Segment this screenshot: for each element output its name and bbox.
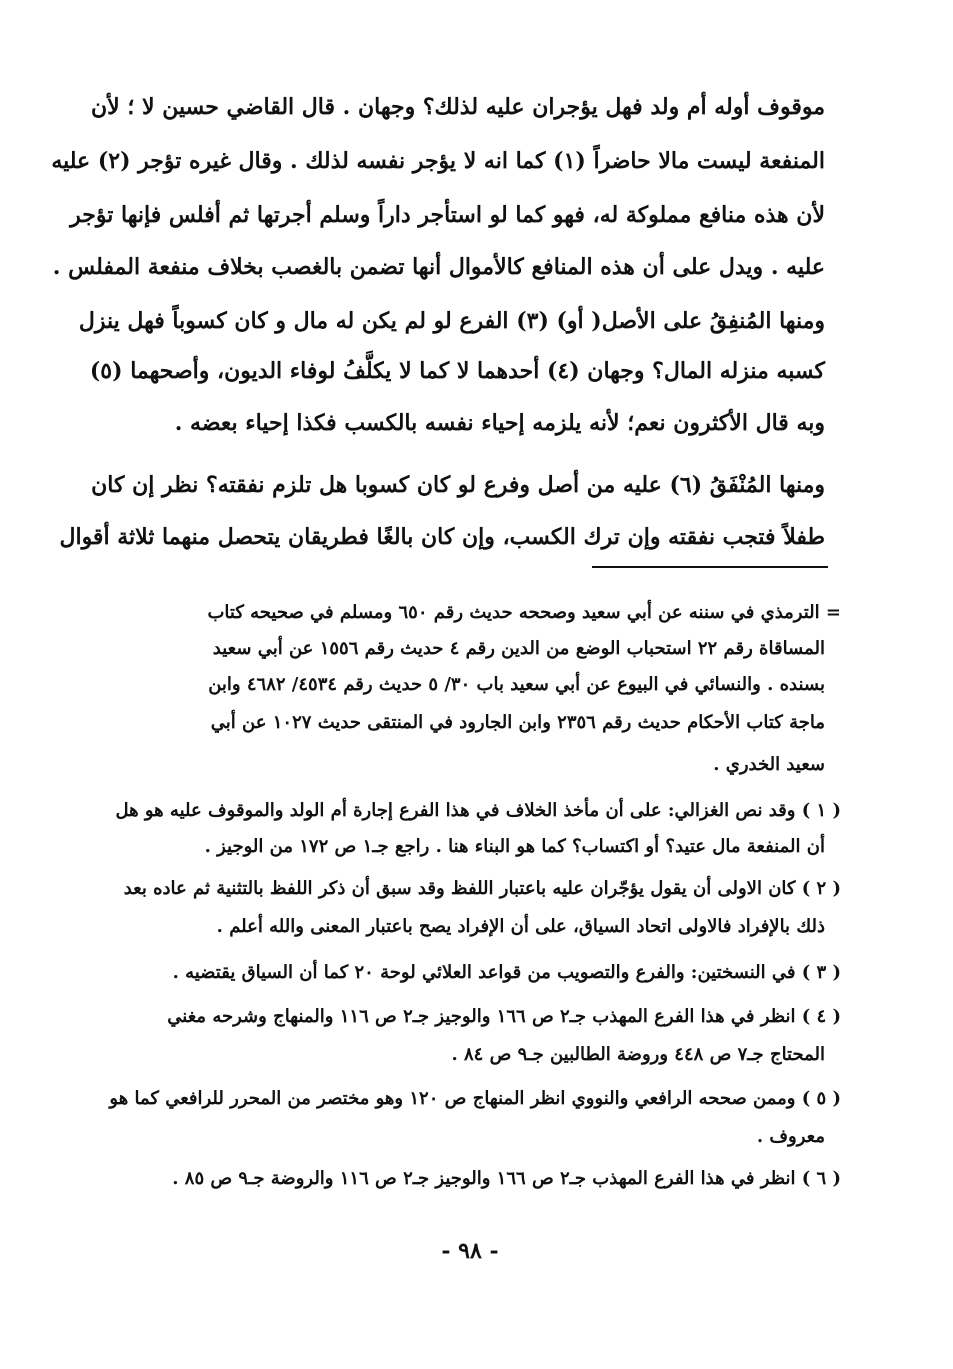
body-line: طفلاً فتجب نفقته وإن ترك الكسب، وإن كان بالغًا فطريقان يتحصل منهما ثلاثة أقوال xyxy=(59,524,825,550)
footnote-continuation-line: بسنده . والنسائي في البيوع عن أبي سعيد باب ٣٠/ ٥ حديث رقم ٤٥٣٤/ ٤٦٨٢ وابن xyxy=(208,674,825,695)
footnote-continuation-line: ماجة كتاب الأحكام حديث رقم ٢٣٥٦ وابن الجارود في المنتقى حديث ١٠٢٧ عن أبي xyxy=(210,712,825,733)
footnote-3: ( ٣ ) في النسختين: والفرع والتصويب من قواعد العلائي لوحة ٢٠ كما أن السياق يقتضيه . xyxy=(172,962,841,983)
body-line: موقوف أوله أم ولد فهل يؤجران عليه لذلك؟ وجهان . قال القاضي حسين لا ؛ لأن xyxy=(90,94,825,120)
footnote-1-continued: أن المنفعة مال عتيد؟ أو اكتساب؟ كما هو البناء هنا . راجع جـ١ ص ١٧٢ من الوجيز . xyxy=(204,836,825,857)
footnote-1: ( ١ ) وقد نص الغزالي: على أن مأخذ الخلاف في هذا الفرع إجارة أم الولد والموقوف عليه هو هل xyxy=(115,800,841,821)
body-line: كسبه منزله المال؟ وجهان (٤) أحدهما لا كما لا يكلَّفُ لوفاء الديون، وأصحهما (٥) xyxy=(89,358,825,384)
footnote-continuation-line: سعيد الخدري . xyxy=(713,754,825,775)
footnote-continuation-line: المساقاة رقم ٢٢ استحباب الوضع من الدين رقم ٤ حديث رقم ١٥٥٦ عن أبي سعيد xyxy=(212,638,825,659)
footnote-4-continued: المحتاج جـ٧ ص ٤٤٨ وروضة الطالبين جـ٩ ص ٨٤ . xyxy=(451,1044,825,1065)
body-line: لأن هذه منافع مملوكة له، فهو كما لو استأجر داراً وسلم أجرتها ثم أفلس فإنها تؤجر xyxy=(70,202,825,228)
footnote-continuation-line: = الترمذي في سننه عن أبي سعيد وصححه حديث رقم ٦٥٠ ومسلم في صحيحه كتاب xyxy=(207,602,841,623)
page-number: - ٩٨ - xyxy=(441,1238,499,1264)
body-line: عليه . ويدل على أن هذه المنافع كالأموال أنها تضمن بالغصب بخلاف منفعة المفلس . xyxy=(52,254,825,280)
footnote-4: ( ٤ ) انظر في هذا الفرع المهذب جـ٢ ص ١٦٦ والوجيز جـ٢ ص ١١٦ والمنهاج وشرحه مغني xyxy=(167,1006,841,1027)
body-line: ومنها المُنفِقُ على الأصل( أو) (٣) الفرع لو لم يكن له مال و كان كسوباً فهل ينزل xyxy=(78,308,825,334)
footnote-separator xyxy=(592,566,828,568)
body-line: ومنها المُنْفَقُ (٦) عليه من أصل وفرع لو كان كسوبا هل تلزم نفقته؟ نظر إن كان xyxy=(91,472,825,498)
body-line: المنفعة ليست مالا حاضراً (١) كما انه لا يؤجر نفسه لذلك . وقال غيره تؤجر (٢) عليه xyxy=(51,148,825,174)
footnote-5: ( ٥ ) وممن صححه الرافعي والنووي انظر المنهاج ص ١٢٠ وهو مختصر من المحرر للرافعي كما هو xyxy=(109,1088,841,1109)
footnote-2: ( ٢ ) كان الاولى أن يقول يؤجّران عليه باعتبار اللفظ وقد سبق أن ذكر اللفظ بالتثنية ثم عاده بعد xyxy=(123,878,841,899)
footnote-5-continued: معروف . xyxy=(756,1126,825,1147)
body-line: وبه قال الأكثرون نعم؛ لأنه يلزمه إحياء نفسه بالكسب فكذا إحياء بعضه . xyxy=(174,410,825,436)
footnote-2-continued: ذلك بالإفراد فالاولى اتحاد السياق، على أن الإفراد يصح باعتبار المعنى والله أعلم . xyxy=(216,916,825,937)
footnote-6: ( ٦ ) انظر في هذا الفرع المهذب جـ٢ ص ١٦٦ والوجيز جـ٢ ص ١١٦ والروضة جـ٩ ص ٨٥ . xyxy=(172,1168,841,1189)
